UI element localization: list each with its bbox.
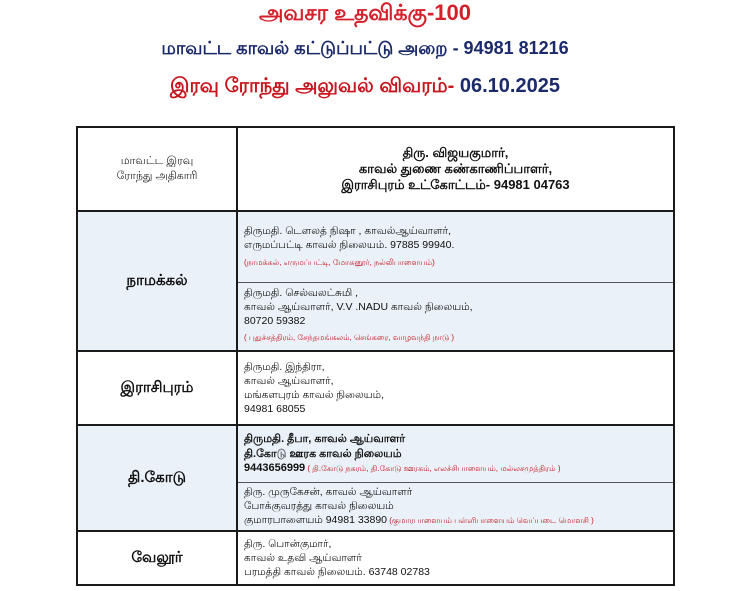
tiruchengode-e2-line3-row xyxy=(238,513,594,528)
title-night-patrol xyxy=(0,75,730,100)
velur-details-cell xyxy=(238,532,673,584)
tiruchengode-e2-area: (குமாரபாளையம் பள்ளிபாளையம் வெப்படை மொளசி ) xyxy=(387,516,594,525)
tiruchengode-separator xyxy=(238,482,673,483)
tiruchengode-e1-line2: தி.கோடு ஊரக காவல் நிலையம் xyxy=(244,447,402,460)
tiruchengode-e2-line1: திரு. முருகேசன், காவல் ஆய்வாளர் xyxy=(244,486,413,498)
tiruchengode-e1-line1: திருமதி. தீபா, காவல் ஆய்வாளர் xyxy=(244,433,406,445)
namakkal-e1-line1: திருமதி. டௌலத் நிஷா , காவல்ஆய்வாளர், xyxy=(244,225,452,237)
tiruchengode-details-cell xyxy=(238,426,673,530)
officer-label xyxy=(117,154,198,184)
namakkal-label: நாமக்கல் xyxy=(126,271,188,289)
table-row-rasipuram xyxy=(78,352,673,424)
rasipuram-line1: திருமதி. இந்திரா, xyxy=(244,361,325,373)
rasipuram-label: இராசிபுரம் xyxy=(120,378,194,396)
tiruchengode-e2-line2: போக்குவரத்து காவல் நிலையம் xyxy=(244,500,394,512)
title-date: 06.10.2025 xyxy=(459,75,560,97)
namakkal-entry-1 xyxy=(238,224,454,270)
velur-line2: காவல் உதவி ஆய்வாளர் xyxy=(244,552,362,564)
namakkal-e2-line3: 80720 59382 xyxy=(244,315,306,327)
namakkal-label-cell xyxy=(78,212,238,350)
officer-designation: காவல் துணை கண்காணிப்பாளர், xyxy=(358,161,553,176)
officer-label-line1: மாவட்ட இரவு xyxy=(120,155,194,167)
officer-details-cell xyxy=(238,128,673,210)
rasipuram-line3: மங்களபுரம் காவல் நிலையம், xyxy=(244,389,385,401)
tiruchengode-entry-2 xyxy=(238,485,594,528)
rasipuram-label-cell xyxy=(78,352,238,424)
velur-label-cell xyxy=(78,532,238,584)
velur-line1: திரு. பொன்குமார், xyxy=(244,538,332,550)
tiruchengode-e1-line3-row xyxy=(238,461,561,477)
table-row-velur xyxy=(78,532,673,584)
rasipuram-details-cell xyxy=(238,352,673,424)
tiruchengode-entry-1 xyxy=(238,432,561,477)
tiruchengode-label: தி.கோடு xyxy=(128,468,186,486)
namakkal-e1-area: (நாமக்கல், எருமப்பட்டி, மோகனூர், நல்லிபாளையம்) xyxy=(244,258,435,267)
namakkal-separator xyxy=(238,282,673,283)
namakkal-e1-line2: எருமப்பட்டி காவல் நிலையம். 97885 99940. xyxy=(244,239,455,251)
tiruchengode-e1-area: ( தி.கோடு நகரம், தி.கோடு ஊரகம், எலச்சிபாளையம், மல்லசமுத்திரம் ) xyxy=(305,464,561,473)
officer-label-line2: ரோந்து அதிகாரி xyxy=(116,170,198,182)
title-control-room: மாவட்ட காவல் கட்டுப்பட்டு அறை - 94981 81216 xyxy=(161,38,569,58)
namakkal-entry-2 xyxy=(238,286,473,345)
namakkal-e2-area: ( புதுச்சத்திரம், சேந்தமங்கலம், செங்கரை, வாழவந்தி நாடு ) xyxy=(244,333,455,342)
namakkal-e2-line2: காவல் ஆய்வாளர், V.V .NADU காவல் நிலையம், xyxy=(244,301,473,313)
rasipuram-line4: 94981 68055 xyxy=(244,403,306,415)
patrol-table xyxy=(76,126,675,586)
namakkal-e2-line1: திருமதி. செல்வலட்சுமி , xyxy=(244,287,359,299)
title-night-patrol-text: இரவு ரோந்து அலுவல் விவரம்- xyxy=(170,75,460,97)
officer-name: திரு. விஜயகுமார், xyxy=(402,145,509,160)
table-row-officer xyxy=(78,128,673,210)
rasipuram-line2: காவல் ஆய்வாளர், xyxy=(244,375,334,387)
officer-label-cell xyxy=(78,128,238,210)
title-emergency: அவசர உதவிக்கு-100 xyxy=(258,0,471,25)
namakkal-details-cell xyxy=(238,212,673,350)
table-row-namakkal xyxy=(78,212,673,350)
officer-subdivision: இராசிபுரம் உட்கோட்டம்- 94981 04763 xyxy=(341,177,570,192)
velur-label: வேலூர் xyxy=(131,548,183,566)
tiruchengode-label-cell xyxy=(78,426,238,530)
velur-line3: பரமத்தி காவல் நிலையம். 63748 02783 xyxy=(244,566,430,578)
tiruchengode-e1-phone: 9443656999 xyxy=(244,462,306,474)
table-row-tiruchengode xyxy=(78,426,673,530)
tiruchengode-e2-phone: குமாரபாளையம் 94981 33890 xyxy=(244,514,388,526)
